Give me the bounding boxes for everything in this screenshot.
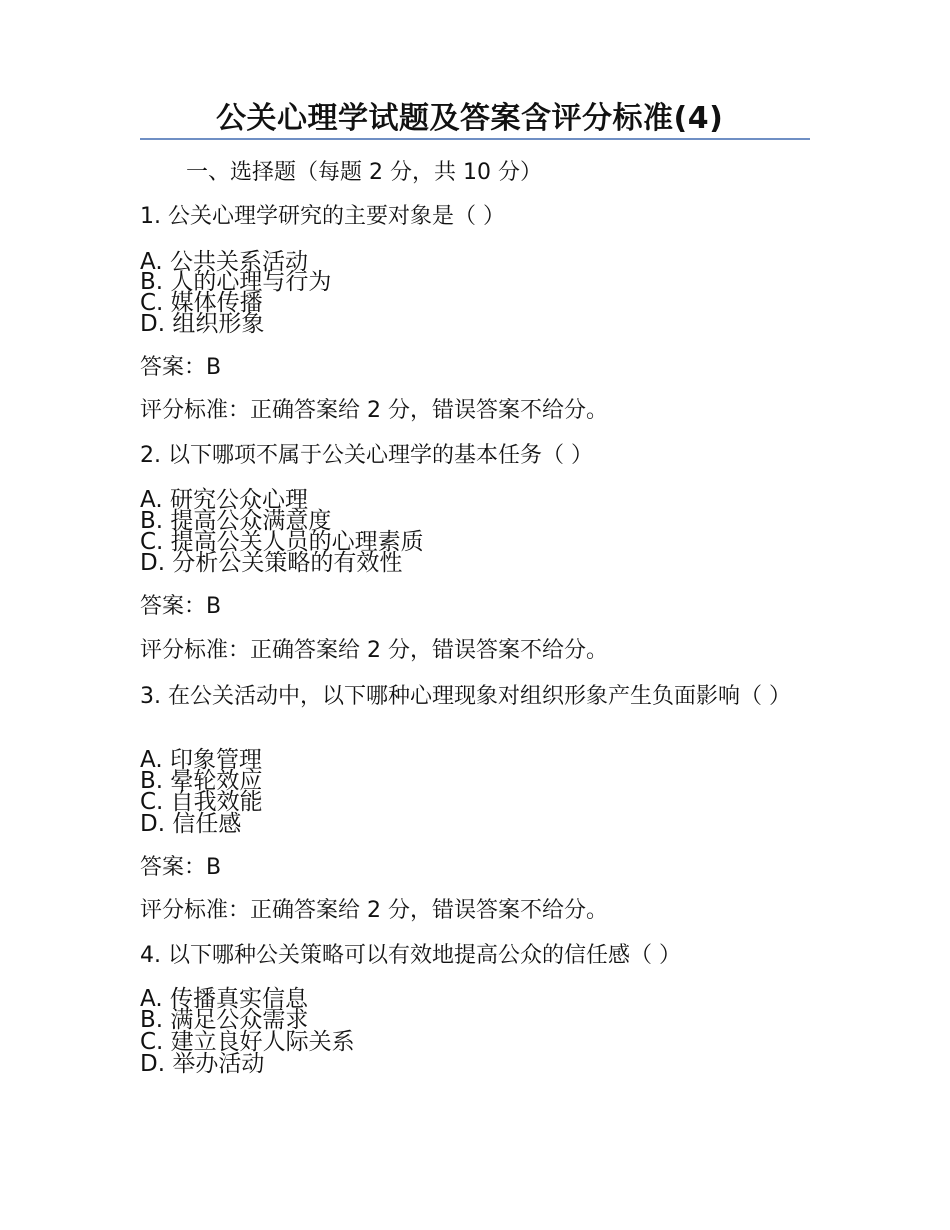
question-2-option-c: C. 提高公关人员的心理素质	[140, 529, 424, 555]
question-2-option-a: A. 研究公众心理	[140, 487, 308, 513]
question-3-option-b: B. 晕轮效应	[140, 768, 263, 794]
question-1-option-a: A. 公共关系活动	[140, 249, 308, 275]
question-2-scoring: 评分标准：正确答案给 2 分，错误答案不给分。	[140, 638, 608, 663]
question-4-option-d: D. 举办活动	[140, 1051, 265, 1077]
question-1-option-b: B. 人的心理与行为	[140, 269, 332, 295]
section-heading: 一、选择题（每题 2 分，共 10 分）	[186, 160, 542, 185]
title-block	[140, 102, 810, 140]
question-3-option-c: C. 自我效能	[140, 789, 263, 815]
question-4-option-a: A. 传播真实信息	[140, 986, 308, 1012]
question-1-answer: 答案：B	[140, 355, 222, 380]
question-3-option-d: D. 信任感	[140, 811, 242, 837]
question-3-scoring: 评分标准：正确答案给 2 分，错误答案不给分。	[140, 898, 608, 923]
question-4-option-c: C. 建立良好人际关系	[140, 1029, 355, 1055]
question-2-option-d: D. 分析公关策略的有效性	[140, 550, 403, 576]
question-1-scoring: 评分标准：正确答案给 2 分，错误答案不给分。	[140, 398, 608, 423]
question-3-answer: 答案：B	[140, 855, 222, 880]
question-4-stem: 4. 以下哪种公关策略可以有效地提高公众的信任感（ ）	[140, 943, 681, 968]
question-3-option-a: A. 印象管理	[140, 747, 262, 773]
question-2-stem: 2. 以下哪项不属于公关心理学的基本任务（ ）	[140, 443, 593, 468]
question-1-option-c: C. 媒体传播	[140, 290, 263, 316]
question-2-answer: 答案：B	[140, 594, 222, 619]
question-1-option-d: D. 组织形象	[140, 311, 265, 337]
document-title: 公关心理学试题及答案含评分标准(4)	[216, 101, 724, 136]
question-4-option-b: B. 满足公众需求	[140, 1007, 309, 1033]
question-2-option-b: B. 提高公众满意度	[140, 508, 332, 534]
question-1-stem: 1. 公关心理学研究的主要对象是（ ）	[140, 204, 505, 229]
question-3-stem: 3. 在公关活动中，以下哪种心理现象对组织形象产生负面影响（ ）	[140, 684, 791, 709]
